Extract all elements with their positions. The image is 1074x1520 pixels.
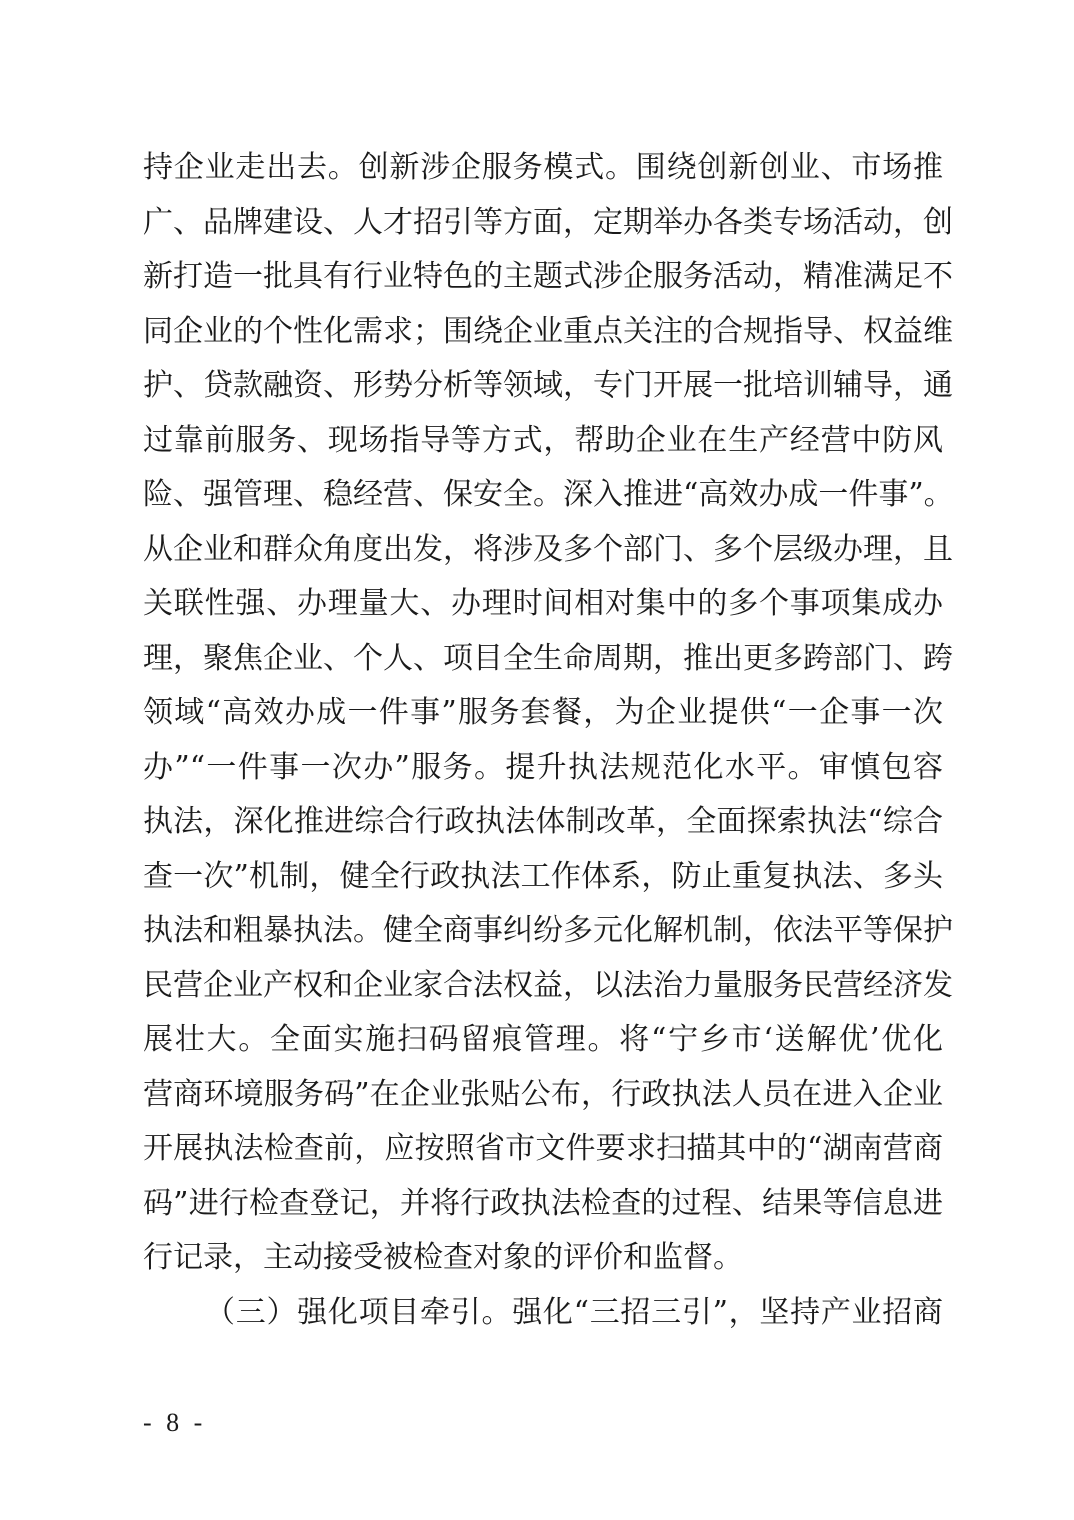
text-line: 执法和粗暴执法。健全商事纠纷多元化解机制，依法平等保护 — [143, 913, 953, 948]
text-line: 领域“高效办成一件事”服务套餐，为企业提供“一企事一次 — [143, 695, 943, 730]
text-line: 办”“一件事一次办”服务。提升执法规范化水平。审慎包容 — [143, 749, 943, 785]
paragraph-end-line: 行记录，主动接受被检查对象的评价和监督。 — [143, 1240, 743, 1275]
section-heading-line: （三）强化项目牵引。强化“三招三引”，坚持产业招商 — [205, 1294, 943, 1330]
text-line: 理，聚焦企业、个人、项目全生命周期，推出更多跨部门、跨 — [143, 640, 953, 676]
text-line: 持企业走出去。创新涉企服务模式。围绕创新创业、市场推 — [143, 150, 943, 185]
text-line: 查一次”机制，健全行政执法工作体系，防止重复执法、多头 — [143, 858, 943, 894]
text-line: 险、强管理、稳经营、保安全。深入推进“高效办成一件事”。 — [143, 477, 954, 512]
text-line: 民营企业产权和企业家合法权益，以法治力量服务民营经济发 — [143, 967, 953, 1003]
text-line: 广、品牌建设、人才招引等方面，定期举办各类专场活动，创 — [143, 204, 953, 240]
text-line: 从企业和群众角度出发，将涉及多个部门、多个层级办理，且 — [143, 531, 953, 567]
text-line: 过靠前服务、现场指导等方式，帮助企业在生产经营中防风 — [143, 422, 943, 458]
page-number: - 8 - — [143, 1408, 207, 1437]
text-line: 营商环境服务码”在企业张贴公布，行政执法人员在进入企业 — [143, 1076, 943, 1112]
text-line: 展壮大。全面实施扫码留痕管理。将“宁乡市‘送解优’优化 — [143, 1022, 943, 1057]
text-line: 开展执法检查前，应按照省市文件要求扫描其中的“湖南营商 — [143, 1131, 943, 1166]
text-line: 关联性强、办理量大、办理时间相对集中的多个事项集成办 — [143, 586, 943, 621]
text-line: 执法，深化推进综合行政执法体制改革，全面探索执法“综合 — [143, 804, 943, 839]
text-line: 码”进行检查登记，并将行政执法检查的过程、结果等信息进 — [143, 1185, 943, 1221]
body-text — [143, 141, 954, 1340]
text-line: 同企业的个性化需求；围绕企业重点关注的合规指导、权益维 — [143, 313, 953, 349]
text-line: 护、贷款融资、形势分析等领域，专门开展一批培训辅导，通 — [143, 368, 953, 403]
text-line: 新打造一批具有行业特色的主题式涉企服务活动，精准满足不 — [143, 259, 953, 294]
